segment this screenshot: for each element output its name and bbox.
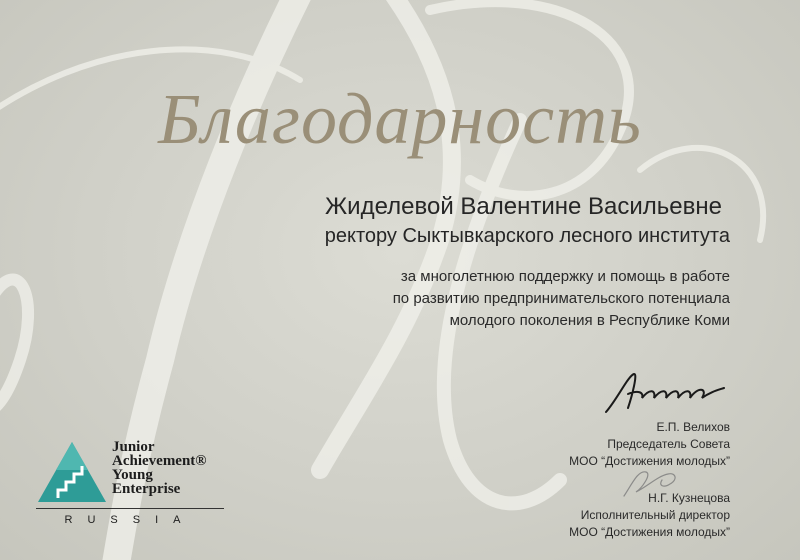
recipient-role: ректору Сыктывкарского лесного института bbox=[324, 225, 730, 247]
signatory-org: МОО “Достижения молодых” bbox=[569, 454, 730, 468]
certificate-title: Благодарность bbox=[158, 79, 642, 159]
recipient-block bbox=[325, 192, 730, 250]
pyramid-logo-icon bbox=[36, 440, 108, 504]
signatory-2 bbox=[569, 490, 730, 541]
logo-line: Enterprise bbox=[112, 481, 181, 497]
signatory-1 bbox=[569, 419, 730, 470]
logo-country: RUSSIA bbox=[64, 514, 196, 526]
logo-line: Young bbox=[112, 467, 153, 483]
signature-velikhov bbox=[598, 368, 738, 418]
junior-achievement-logo bbox=[36, 440, 226, 530]
signatory-name: Е.П. Велихов bbox=[656, 420, 730, 434]
signatory-org: МОО “Достижения молодых” bbox=[569, 525, 730, 539]
recipient-name: Жиделевой Валентине Васильевне bbox=[325, 193, 722, 220]
logo-wordmark bbox=[112, 440, 207, 496]
logo-line: Junior bbox=[112, 439, 155, 455]
reason-line: молодого поколения в Республике Коми bbox=[449, 312, 730, 329]
logo-line: Achievement® bbox=[112, 453, 207, 469]
signatory-title: Председатель Совета bbox=[607, 437, 730, 451]
reason-line: по развитию предпринимательского потенциала bbox=[392, 290, 730, 307]
reason-text bbox=[393, 266, 730, 332]
signatory-name: Н.Г. Кузнецова bbox=[648, 491, 730, 505]
signatory-title: Исполнительный директор bbox=[580, 508, 730, 522]
logo-divider bbox=[36, 508, 224, 509]
reason-line: за многолетнюю поддержку и помощь в работе bbox=[400, 268, 730, 285]
